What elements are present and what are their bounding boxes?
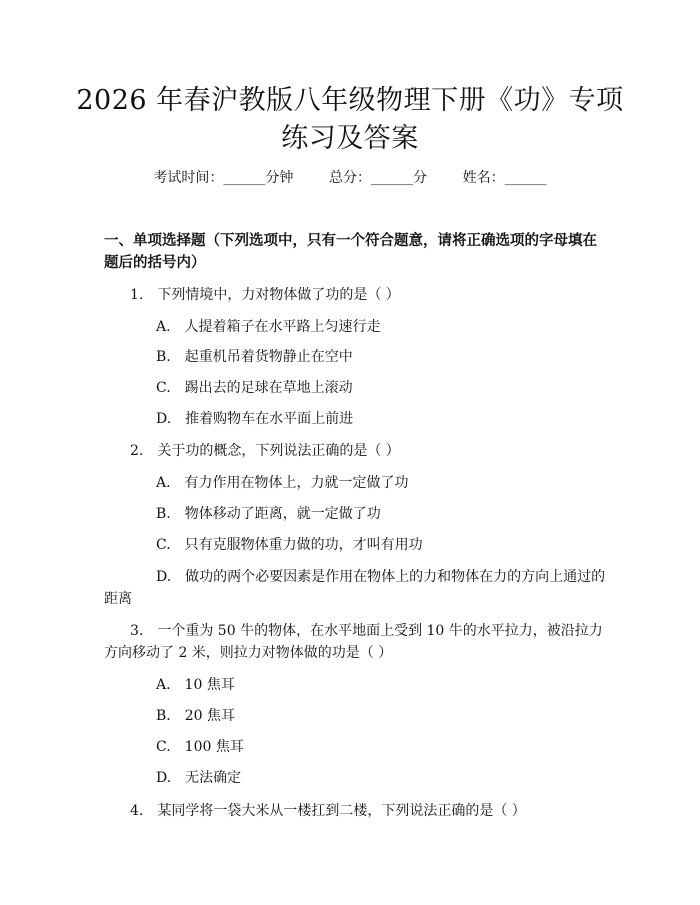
time-unit: 分钟 — [265, 170, 294, 186]
exam-meta-line — [0, 168, 700, 188]
section-heading-single-choice: 一、单项选择题（下列选项中，只有一个符合题意，请将正确选项的字母填在题后的括号内） — [104, 233, 597, 271]
time-blank: ______ — [223, 170, 266, 186]
score-label: 总分： — [329, 170, 371, 186]
name-label: 姓名： — [462, 170, 505, 186]
question-3-option-c: C. 100 焦耳 — [156, 739, 244, 755]
question-2-stem: 2. 关于功的概念，下列说法正确的是（ ） — [130, 443, 400, 459]
question-2-option-c: C. 只有克服物体重力做的功，才叫有用功 — [156, 537, 423, 553]
document-title-line-2: 练习及答案 — [281, 123, 419, 154]
document-title-line-1: 2026 年春沪教版八年级物理下册《功》专项 — [76, 85, 624, 116]
question-1-stem: 1. 下列情境中，力对物体做了功的是（ ） — [130, 287, 400, 303]
question-1-option-d: D. 推着购物车在水平面上前进 — [156, 411, 354, 427]
score-blank: ______ — [371, 170, 413, 186]
score-unit: 分 — [413, 170, 427, 186]
question-2-option-a: A. 有力作用在物体上，力就一定做了功 — [156, 475, 409, 491]
time-label: 考试时间： — [153, 170, 224, 186]
name-blank: ______ — [504, 170, 547, 186]
question-3-option-a: A. 10 焦耳 — [156, 677, 235, 693]
question-2-option-b: B. 物体移动了距离，就一定做了功 — [156, 506, 381, 522]
question-1-option-c: C. 踢出去的足球在草地上滚动 — [156, 380, 353, 396]
question-2-option-d: D. 做功的两个必要因素是作用在物体上的力和物体在力的方向上通过的距离 — [104, 569, 606, 607]
question-3-option-d: D. 无法确定 — [156, 770, 242, 786]
question-1-option-b: B. 起重机吊着货物静止在空中 — [156, 349, 353, 365]
question-4-stem: 4. 某同学将一袋大米从一楼扛到二楼，下列说法正确的是（ ） — [130, 803, 526, 819]
question-3-stem: 3. 一个重为 50 牛的物体，在水平地面上受到 10 牛的水平拉力，被沿拉力方向移动了 2 米，则拉力对物体做的功是（ ） — [104, 623, 603, 661]
question-3-option-b: B. 20 焦耳 — [156, 708, 236, 724]
question-1-option-a: A. 人提着箱子在水平路上匀速行走 — [156, 319, 381, 335]
